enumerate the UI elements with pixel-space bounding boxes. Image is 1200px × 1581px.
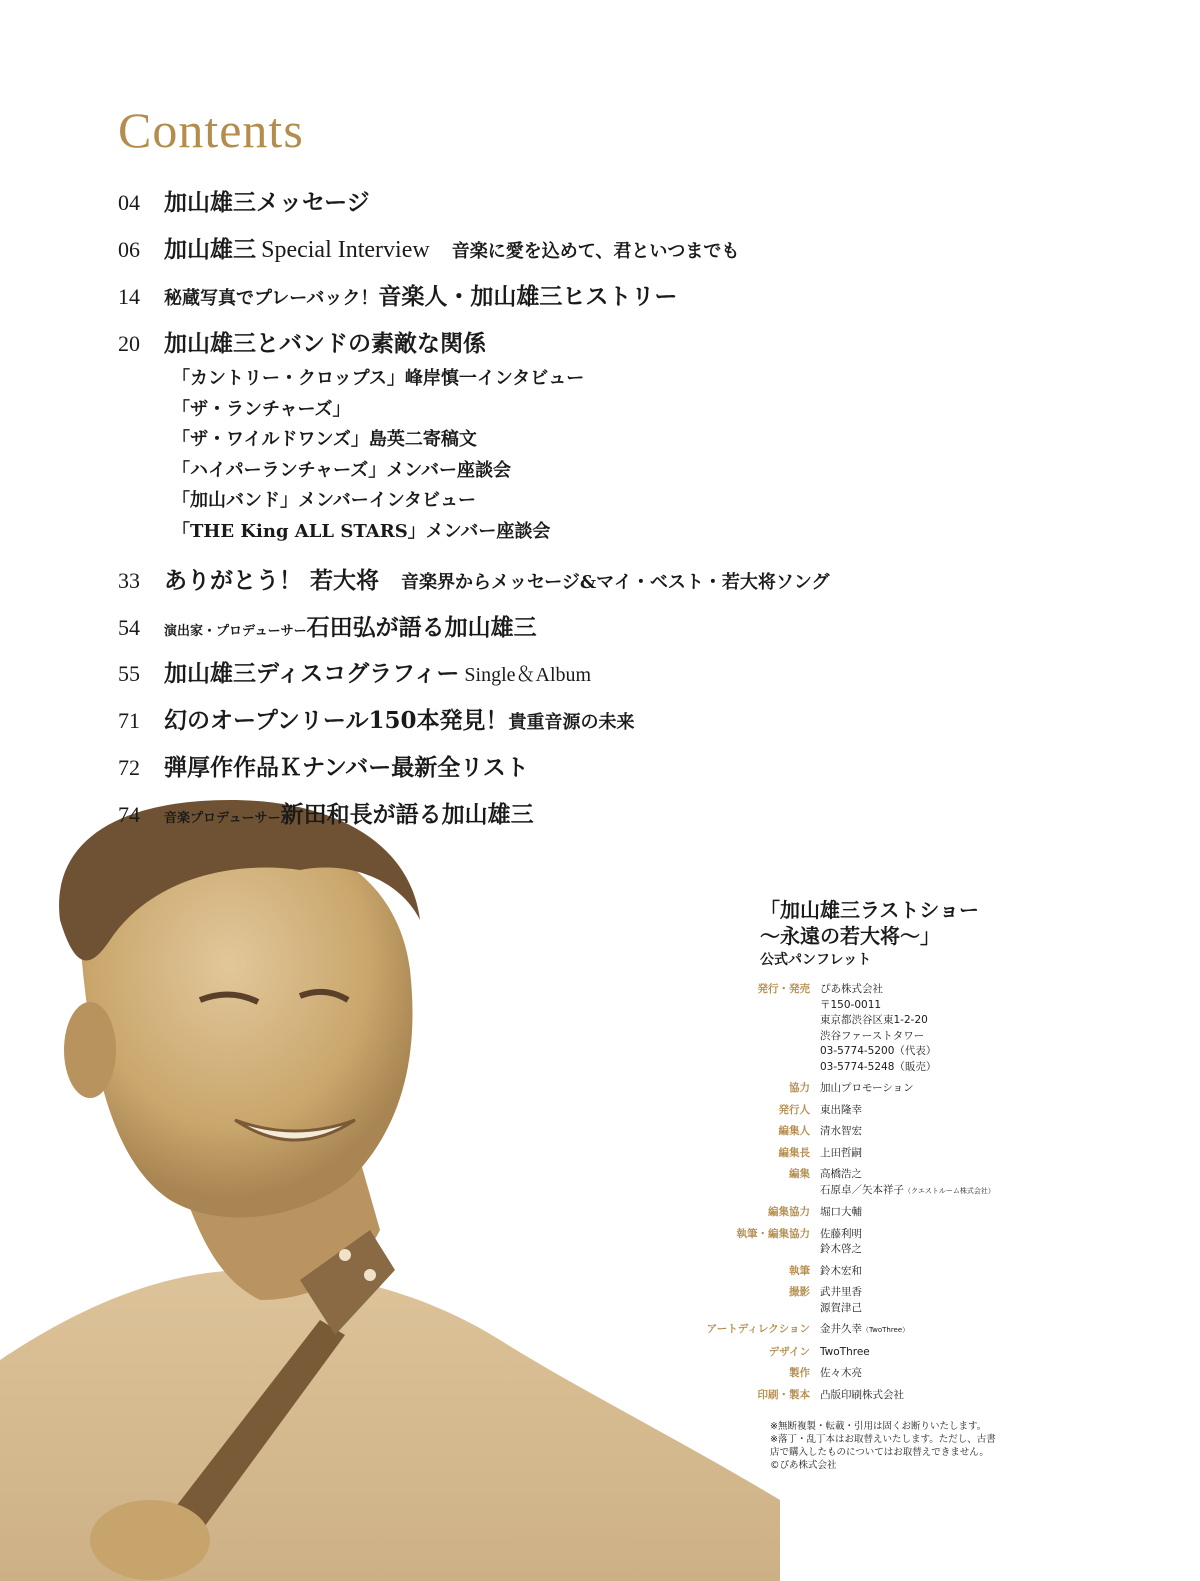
entry-title: 石田弘が語る加山雄三: [306, 614, 537, 641]
credit-value: 上田哲嗣: [820, 1146, 862, 1159]
entry-prefix: 演出家・プロデューサー: [164, 624, 307, 639]
colophon: [700, 982, 1020, 1409]
entry-title: 弾厚作作品Ｋナンバー最新全リスト: [164, 754, 529, 781]
entry-title: 加山雄三: [164, 236, 256, 263]
page-number: 74: [118, 802, 140, 827]
credit-row: [700, 1388, 1020, 1404]
page-number: 54: [118, 615, 140, 640]
toc-entry[interactable]: [118, 327, 486, 361]
entry-title: 加山雄三ディスコグラフィー: [164, 660, 460, 687]
band-item[interactable]: 「加山バンド」メンバーインタビュー: [172, 490, 477, 511]
page-number: 14: [118, 284, 140, 309]
credit-row: [700, 1146, 1020, 1162]
entry-prefix: 秘蔵写真でプレーバック！: [164, 288, 379, 309]
credit-role: 編集長: [778, 1146, 810, 1159]
page-number: 20: [118, 331, 140, 356]
page-number: 55: [118, 661, 140, 686]
credit-value: 武井里香 源賀津己: [820, 1286, 862, 1314]
credit-value: 凸版印刷株式会社: [820, 1388, 904, 1401]
credit-row: [700, 982, 1020, 1075]
entry-title-roman: Special Interview: [261, 237, 430, 263]
page-number: 71: [118, 708, 140, 733]
credit-row: [700, 1227, 1020, 1258]
legal-notes: ※無断複製・転載・引用は固くお断りいたします。 ※落丁・乱丁本はお取替えいたします。ただし、古書 店で購入したものについてはお取替えできません。 ©ぴあ株式会社: [770, 1421, 996, 1471]
band-item[interactable]: 「カントリー・クロップス」峰岸慎一インタビュー: [172, 368, 585, 389]
band-item[interactable]: 「ザ・ランチャーズ」: [172, 399, 351, 420]
credit-value: 佐藤利明 鈴木啓之: [820, 1227, 862, 1255]
page-number: 04: [118, 190, 140, 215]
credit-value: 鈴木宏和: [820, 1264, 862, 1277]
page-number: 06: [118, 237, 140, 262]
credit-row: [700, 1264, 1020, 1280]
toc-entry[interactable]: [118, 564, 829, 598]
credit-row: [700, 1124, 1020, 1140]
portrait-photo: [0, 800, 780, 1581]
credit-row: [700, 1366, 1020, 1382]
credit-row: [700, 1081, 1020, 1097]
credit-value-main: 金井久幸: [820, 1323, 862, 1335]
entry-subtitle: 貴重音源の未来: [508, 712, 635, 733]
credit-role: 発行人: [778, 1103, 810, 1116]
credit-value: 佐々木亮: [820, 1367, 862, 1379]
credit-role: 撮影: [789, 1286, 810, 1298]
toc-entry[interactable]: [118, 751, 529, 785]
pamphlet-line: 〜永遠の若大将〜」: [760, 924, 940, 948]
credit-value-note: （TwoThree）: [862, 1326, 910, 1334]
entry-title: 加山雄三メッセージ: [164, 189, 370, 216]
credit-role: デザイン: [768, 1345, 810, 1358]
credit-value: 東出隆幸: [820, 1103, 862, 1116]
pamphlet-title: [760, 897, 979, 971]
entry-prefix: 音楽プロデューサー: [164, 811, 281, 826]
credit-role: 協力: [789, 1082, 810, 1094]
entry-subtitle: 音楽界からメッセージ&マイ・ベスト・若大将ソング: [401, 572, 830, 593]
credit-role: アートディレクション: [706, 1323, 810, 1335]
entry-title: 加山雄三とバンドの素敵な関係: [164, 330, 486, 357]
credit-row: [700, 1322, 1020, 1339]
page-number: 33: [118, 568, 140, 593]
contents-title: Contents: [118, 102, 304, 158]
credit-row: [700, 1205, 1020, 1221]
credit-role: 発行・発売: [757, 983, 810, 995]
toc-entry[interactable]: [118, 186, 370, 220]
credit-role: 執筆・編集協力: [736, 1227, 810, 1240]
band-item[interactable]: 「ハイパーランチャーズ」メンバー座談会: [172, 460, 511, 481]
credit-value: [820, 1322, 909, 1339]
credit-value: 堀口大輔: [820, 1206, 862, 1218]
toc-entry[interactable]: [118, 657, 591, 691]
toc-entry[interactable]: [118, 704, 634, 738]
credit-value: ぴあ株式会社 〒150-0011 東京都渋谷区東1-2-20 渋谷ファーストタワー 03-5774-5200（代表） 03-5774-5248（販売）: [820, 983, 937, 1073]
entry-title: 新田和長が語る加山雄三: [280, 801, 534, 828]
credit-value: [820, 1167, 995, 1199]
page-number: 72: [118, 755, 140, 780]
toc-entry[interactable]: [118, 280, 677, 314]
toc-entry[interactable]: [118, 611, 537, 645]
credit-role: 執筆: [789, 1264, 810, 1277]
credit-role: 編集協力: [768, 1206, 810, 1218]
credit-row: [700, 1103, 1020, 1119]
credit-value: 清水智宏: [820, 1125, 862, 1137]
pamphlet-subtitle: 公式パンフレット: [760, 952, 872, 968]
credit-value-note: （クエストルーム株式会社）: [904, 1186, 995, 1195]
credit-role: 印刷・製本: [757, 1388, 810, 1401]
credit-role: 製作: [789, 1367, 810, 1379]
credit-value-main: 高橋浩之 石原卓／矢本祥子: [820, 1168, 904, 1196]
pamphlet-line: 「加山雄三ラストショー: [760, 898, 979, 922]
credit-role: 編集人: [778, 1125, 810, 1137]
credit-row: [700, 1167, 1020, 1199]
entry-title: 音楽人・加山雄三ヒストリー: [378, 283, 678, 310]
entry-title: ありがとう！ 若大将: [164, 567, 380, 594]
entry-title: 幻のオープンリール150本発見！: [164, 707, 509, 734]
credit-row: [700, 1345, 1020, 1361]
band-item[interactable]: 「ザ・ワイルドワンズ」島英二寄稿文: [172, 429, 477, 450]
credit-row: [700, 1285, 1020, 1316]
band-item[interactable]: 「THE King ALL STARS」メンバー座談会: [172, 521, 551, 542]
toc-entry[interactable]: [118, 798, 534, 832]
entry-subtitle: 音楽に愛を込めて、君といつまでも: [451, 241, 740, 262]
credit-value: TwoThree: [820, 1345, 870, 1358]
entry-subtitle: Single＆Album: [464, 664, 592, 686]
toc-entry[interactable]: [118, 233, 739, 267]
credit-role: 編集: [789, 1168, 810, 1180]
credit-value: 加山プロモーション: [820, 1082, 914, 1094]
